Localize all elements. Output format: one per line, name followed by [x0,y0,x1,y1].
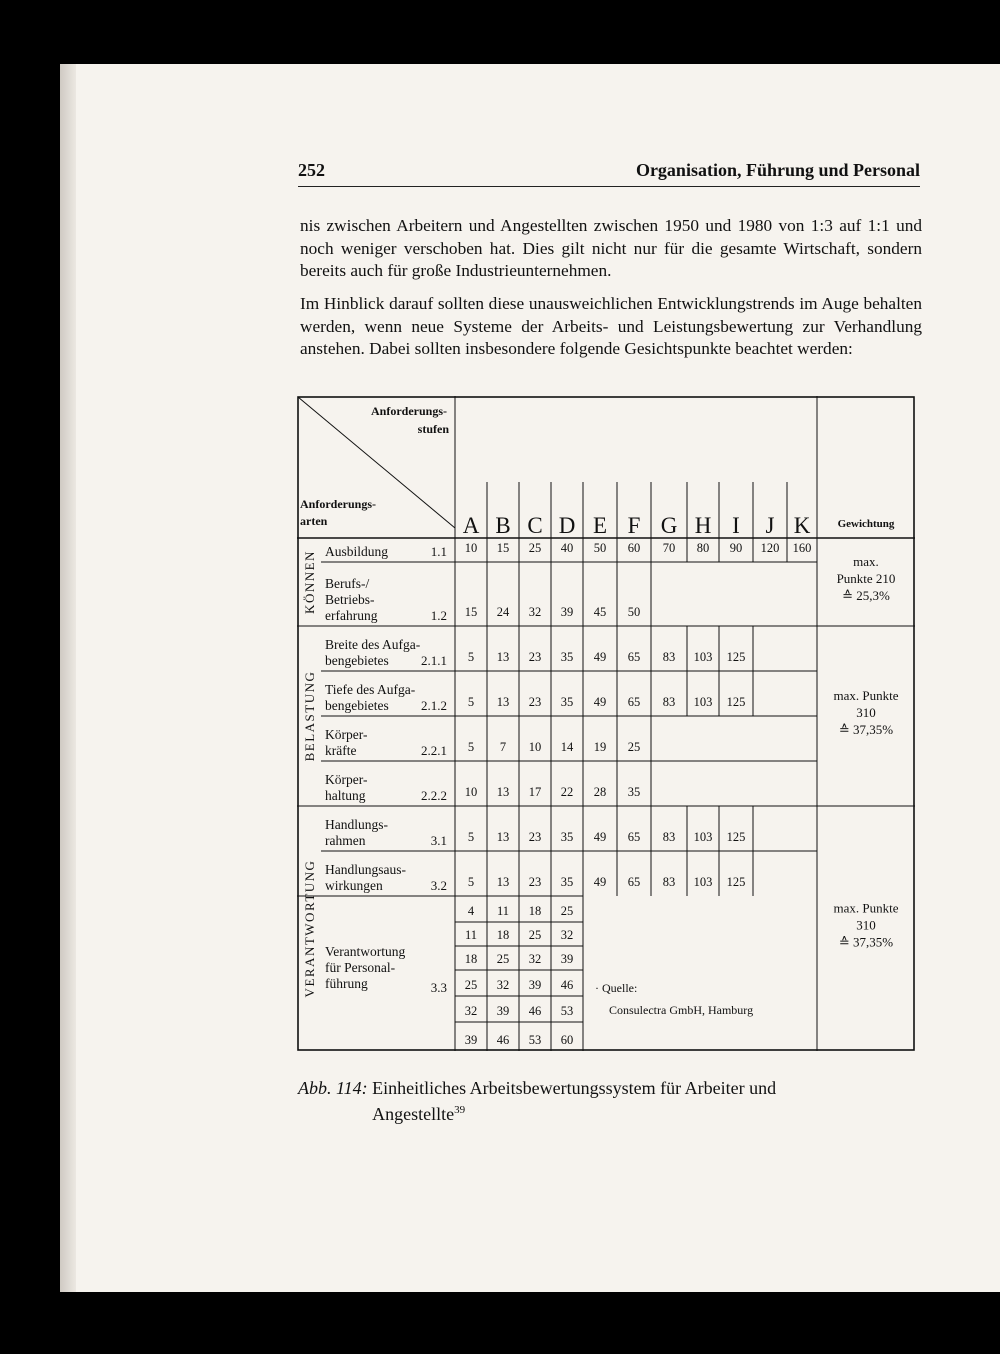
value-cell: 49 [593,650,607,664]
corner-bottom-label: Anforderungs- [300,497,377,511]
row-code: 1.2 [430,608,447,623]
value-cell: 46 [560,978,574,992]
group-weight: max. [853,554,879,569]
source-text: Consulectra GmbH, Hamburg [609,1003,754,1017]
value-cell: 39 [496,1004,510,1018]
source-label: · Quelle: [595,981,638,995]
value-cell: 28 [593,785,607,799]
value-cell: 23 [528,695,542,709]
paragraph-1: nis zwischen Arbeitern und Angestellten zwischen 1950 und 1980 von 1:3 auf 1:1 und noch weniger verschoben hat. Dies gilt nicht nur für die gesamte Wirtschaft, sondern bereits auch für große Industrieunternehmen. [300,216,922,280]
value-cell: 7 [499,740,507,754]
value-cell: 53 [560,1004,574,1018]
value-cell: 45 [593,605,607,619]
row-code: 2.2.2 [421,788,447,803]
paragraph-2: Im Hinblick darauf sollten diese unausweichlichen Entwicklungstrends im Auge behalten werden, wenn neue Systeme der Arbeits- und Leistungsbewertung zur Verhandlung anstehen. Dabei sollten insbesondere folgende Gesichtspunkte beachtet werden: [300,294,922,358]
value-cell: 83 [662,695,676,709]
value-cell: 25 [528,928,542,942]
group-label: KÖNNEN [301,550,317,614]
value-cell: 49 [593,830,607,844]
value-cell: 5 [467,695,475,709]
row-label: Handlungs- [325,817,388,832]
value-cell: 17 [528,785,542,799]
row-label: Körper- [325,727,368,742]
value-cell: 23 [528,830,542,844]
group-weight: max. Punkte [833,688,899,703]
value-cell: 23 [528,875,542,889]
level-label: F [627,513,641,538]
corner-top-label: Anforderungs- [370,404,448,418]
value-cell: 83 [662,875,676,889]
value-cell: 39 [528,978,542,992]
level-label: K [793,513,811,538]
evaluation-table-figure [297,396,917,1056]
level-label: G [660,513,678,538]
row-label: Tiefe des Aufga- [325,682,416,697]
figure-caption [298,1077,776,1125]
value-cell: 18 [464,952,478,966]
value-cell: 10 [464,541,478,555]
running-title: Organisation, Führung und Personal [635,160,920,180]
level-label: H [694,513,712,538]
value-cell: 103 [693,695,713,709]
value-cell: 25 [560,904,574,918]
row-label: Berufs-/ [325,576,370,591]
value-cell: 83 [662,650,676,664]
level-label: D [558,513,576,538]
value-cell: 46 [528,1004,542,1018]
value-cell: 65 [627,650,641,664]
row-label: bengebietes [325,653,389,668]
row-label: Verantwortung [325,944,406,959]
value-cell: 35 [627,785,641,799]
value-cell: 103 [693,875,713,889]
value-cell: 65 [627,695,641,709]
evaluation-table [297,396,917,1056]
value-cell: 49 [593,695,607,709]
row-code: 2.1.1 [421,653,447,668]
caption-footnote: 39 [454,1104,466,1116]
group-weight: ≙ 25,3% [842,588,890,603]
value-cell: 160 [792,541,812,555]
value-cell: 22 [560,785,574,799]
value-cell: 32 [528,605,542,619]
value-cell: 35 [560,695,574,709]
level-label: J [765,513,775,538]
row-label: Betriebs- [325,592,375,607]
caption-line-1: Einheitliches Arbeitsbewertungssystem für Arbeiter und [372,1078,777,1098]
value-cell: 35 [560,875,574,889]
value-cell: 14 [560,740,574,754]
row-label: Breite des Aufga- [325,637,421,652]
weight-header: Gewichtung [837,518,895,530]
level-label: I [732,513,740,538]
value-cell: 5 [467,650,475,664]
value-cell: 11 [464,928,478,942]
row-label: für Personal- [325,960,396,975]
value-cell: 103 [693,830,713,844]
value-cell: 39 [464,1033,478,1047]
value-cell: 120 [760,541,780,555]
value-cell: 13 [496,830,510,844]
row-label: haltung [325,788,366,803]
value-cell: 25 [496,952,510,966]
value-cell: 90 [729,541,743,555]
value-cell: 39 [560,952,574,966]
value-cell: 50 [627,605,641,619]
row-label: Ausbildung [325,544,389,559]
group-label: BELASTUNG [301,670,317,762]
value-cell: 32 [496,978,510,992]
group-label: VERANTWORTUNG [301,859,317,998]
level-label: C [527,513,543,538]
page-number: 252 [298,160,325,180]
value-cell: 24 [496,605,510,619]
value-cell: 5 [467,875,475,889]
value-cell: 70 [662,541,676,555]
group-weight: ≙ 37,35% [838,722,894,737]
corner-top-label: stufen [417,422,449,436]
value-cell: 125 [726,695,746,709]
value-cell: 23 [528,650,542,664]
row-label: Handlungsaus- [325,862,406,877]
value-cell: 15 [464,605,478,619]
value-cell: 13 [496,785,510,799]
value-cell: 5 [467,830,475,844]
value-cell: 83 [662,830,676,844]
value-cell: 65 [627,830,641,844]
value-cell: 35 [560,830,574,844]
value-cell: 4 [467,904,475,918]
row-code: 2.2.1 [421,743,447,758]
value-cell: 32 [464,1004,478,1018]
value-cell: 40 [560,541,574,555]
row-code: 3.1 [430,833,447,848]
value-cell: 32 [560,928,574,942]
value-cell: 65 [627,875,641,889]
row-code: 2.1.2 [421,698,447,713]
header-rule [298,186,920,187]
value-cell: 60 [560,1033,574,1047]
row-label: erfahrung [325,608,378,623]
value-cell: 125 [726,830,746,844]
value-cell: 39 [560,605,574,619]
value-cell: 13 [496,650,510,664]
row-code: 3.2 [430,878,447,893]
value-cell: 49 [593,875,607,889]
level-label: B [495,513,511,538]
caption-label: Abb. 114: [298,1078,368,1098]
value-cell: 18 [496,928,510,942]
value-cell: 80 [696,541,710,555]
row-label: kräfte [325,743,357,758]
value-cell: 13 [496,695,510,709]
row-label: Körper- [325,772,368,787]
value-cell: 10 [528,740,542,754]
group-weight: max. Punkte [833,900,899,916]
value-cell: 5 [467,740,475,754]
value-cell: 11 [496,904,510,918]
row-label: bengebietes [325,698,389,713]
group-weight: 310 [856,705,876,720]
value-cell: 103 [693,650,713,664]
value-cell: 53 [528,1033,542,1047]
value-cell: 35 [560,650,574,664]
value-cell: 46 [496,1033,510,1047]
value-cell: 125 [726,875,746,889]
value-cell: 50 [593,541,607,555]
caption-text [372,1077,776,1125]
group-weight: ≙ 37,35% [838,934,894,950]
value-cell: 125 [726,650,746,664]
value-cell: 25 [464,978,478,992]
row-label: führung [325,976,368,991]
value-cell: 15 [496,541,510,555]
value-cell: 19 [593,740,607,754]
group-weight: 310 [856,917,876,933]
value-cell: 32 [528,952,542,966]
value-cell: 18 [528,904,542,918]
level-label: E [592,513,608,538]
row-code: 3.3 [430,980,447,995]
value-cell: 25 [627,740,641,754]
group-weight: Punkte 210 [836,571,896,586]
value-cell: 13 [496,875,510,889]
row-code: 1.1 [430,544,447,559]
corner-bottom-label: arten [300,514,328,528]
caption-line-2: Angestellte [372,1104,455,1124]
page-gutter [60,64,76,1292]
value-cell: 10 [464,785,478,799]
value-cell: 25 [528,541,542,555]
level-label: A [462,513,480,538]
row-label: rahmen [325,833,366,848]
value-cell: 60 [627,541,641,555]
row-label: wirkungen [325,878,383,893]
